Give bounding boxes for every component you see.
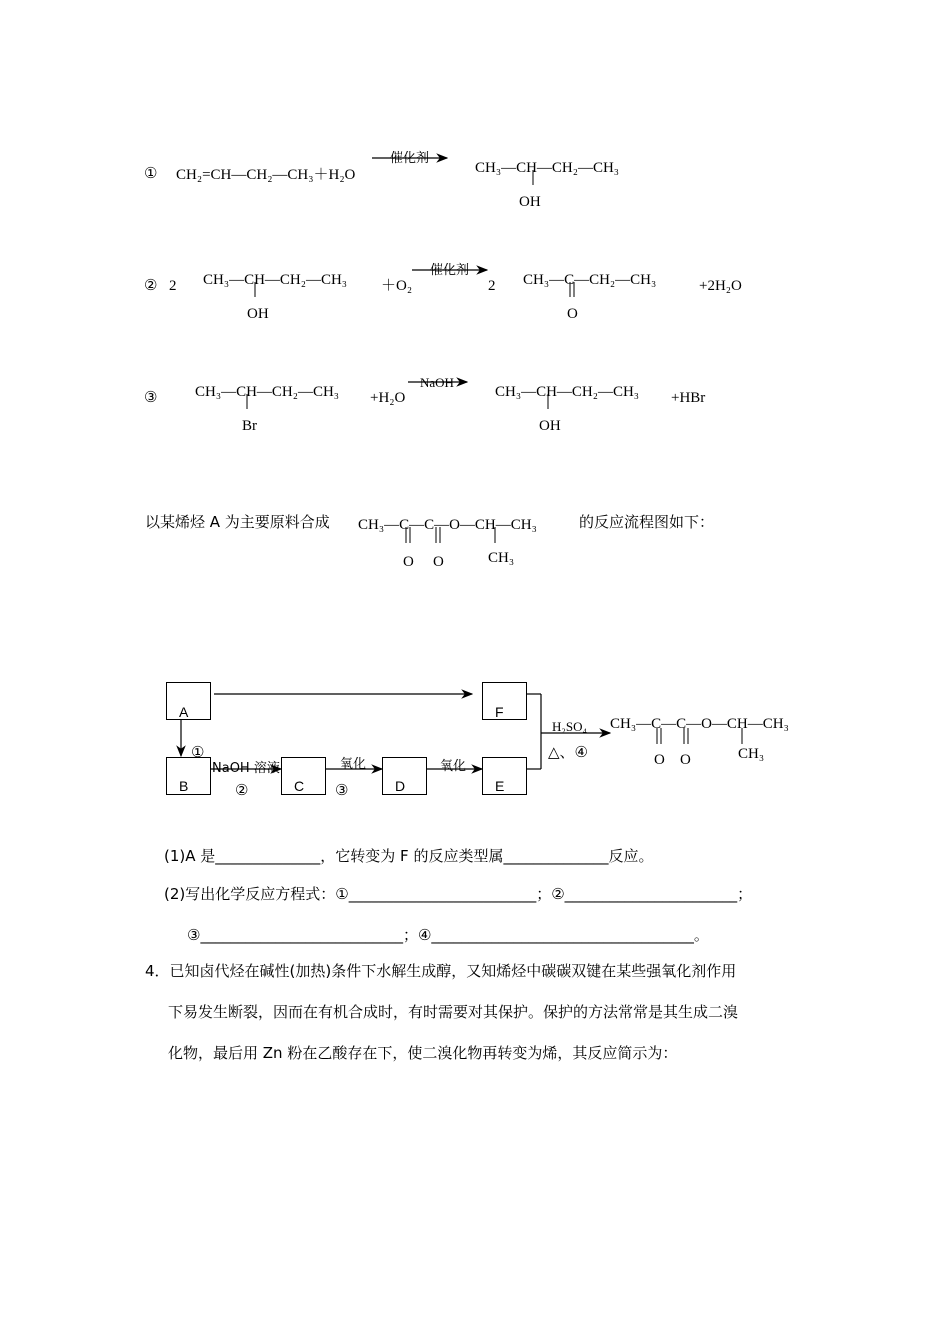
flow-product: CH₃—C—C—O—CH—CH₃: [610, 716, 789, 732]
flow-naoh: NaOH 溶液: [212, 761, 280, 776]
box-b: [166, 757, 211, 795]
flow-oxid1: 氧化: [340, 757, 367, 772]
flow-step1: ①: [191, 745, 205, 761]
reaction1-reactant: CH₂=CH—CH₂—CH₃＋H₂O: [176, 167, 356, 183]
flow-h2so4: H₂SO₄: [552, 719, 588, 734]
reaction2-reactant-oh: OH: [247, 306, 269, 322]
flow-cond4: △、④: [548, 743, 588, 761]
flow-step2: ②: [235, 783, 249, 799]
reaction2-number: ②: [144, 278, 158, 294]
box-e: [482, 757, 527, 795]
reaction3-reagent: NaOH: [420, 375, 454, 390]
question-2: (2)写出化学反应方程式：①_________________________；②_______________________；: [164, 885, 753, 903]
reaction3-number: ③: [144, 390, 158, 406]
reaction2-plus-o2: ＋O₂: [381, 278, 413, 294]
problem4-line2: 下易发生断裂，因而在有机合成时，有时需要对其保护。保护的方法常常是其生成二溴: [168, 1003, 739, 1021]
reaction2-coef2: 2: [488, 278, 496, 294]
intro-target-ch3: CH₃: [488, 550, 515, 566]
box-c: [281, 757, 326, 795]
reaction2-coef: 2: [169, 278, 177, 294]
reaction3-plus-water: +H₂O: [370, 390, 406, 406]
reaction2-product: CH₃—C—CH₂—CH₃: [523, 272, 657, 288]
reaction3-reactant: CH₃—CH—CH₂—CH₃: [195, 384, 340, 400]
intro-target-formula: CH₃—C—C—O—CH—CH₃: [358, 517, 537, 533]
box-c-label: C: [294, 778, 305, 794]
problem4-line1: 4．已知卤代烃在碱性(加热)条件下水解生成醇，又知烯烃中碳碳双键在某些强氧化剂作用: [145, 962, 737, 980]
reaction3-product: CH₃—CH—CH₂—CH₃: [495, 384, 640, 400]
box-b-label: B: [179, 778, 189, 794]
reaction1-number: ①: [144, 166, 158, 182]
reaction1-product: CH₃—CH—CH₂—CH₃: [475, 160, 620, 176]
question-3: ③___________________________；④___________________________________。: [187, 926, 709, 944]
intro-target-o2: O: [433, 554, 444, 570]
problem4-line3: 化物，最后用 Zn 粉在乙酸存在下，使二溴化物再转变为烯，其反应简示为：: [168, 1044, 678, 1062]
intro-prefix: 以某烯烃 A 为主要原料合成: [145, 513, 330, 531]
intro-target-o1: O: [403, 554, 414, 570]
flow-oxid2: 氧化: [440, 759, 467, 774]
reaction2-reactant: CH₃—CH—CH₂—CH₃: [203, 272, 348, 288]
box-f-label: F: [495, 704, 504, 720]
question-1: (1)A 是______________，它转变为 F 的反应类型属______________反应。: [164, 847, 654, 865]
box-e-label: E: [495, 778, 505, 794]
reaction1-product-oh: OH: [519, 194, 541, 210]
reaction2-catalyst: 催化剂: [430, 263, 470, 278]
box-d-label: D: [395, 778, 406, 794]
reaction2-plus-water: +2H₂O: [699, 278, 742, 294]
reaction3-product-oh: OH: [539, 418, 561, 434]
reaction2-product-o: O: [567, 306, 578, 322]
box-f: [482, 682, 527, 720]
reaction3-reactant-br: Br: [242, 418, 257, 434]
flow-step3: ③: [335, 783, 349, 799]
box-a: [166, 682, 211, 720]
intro-suffix: 的反应流程图如下：: [579, 513, 715, 531]
flow-product-o1: O: [654, 752, 665, 768]
reaction3-plus-hbr: +HBr: [671, 390, 706, 406]
flow-product-o2: O: [680, 752, 691, 768]
box-d: [382, 757, 427, 795]
reaction1-catalyst: 催化剂: [390, 151, 430, 166]
box-a-label: A: [179, 704, 189, 720]
flow-product-ch3: CH₃: [738, 746, 765, 762]
